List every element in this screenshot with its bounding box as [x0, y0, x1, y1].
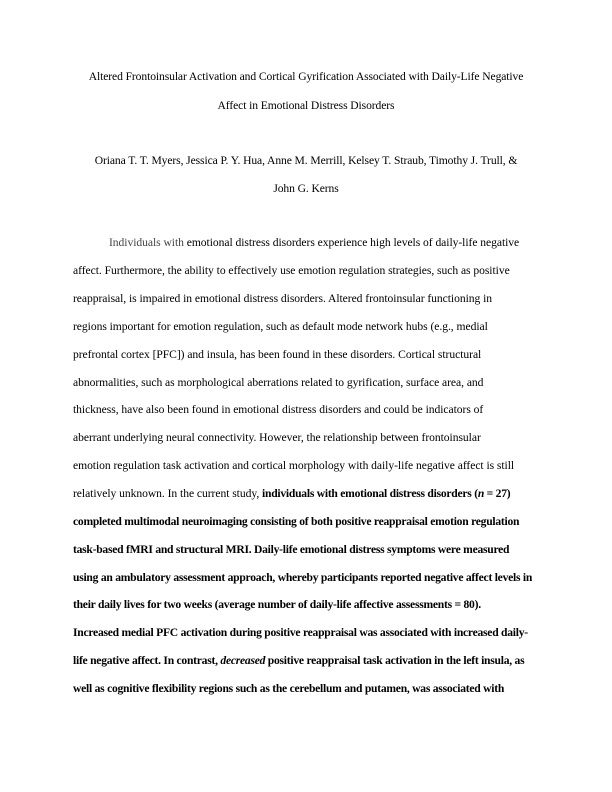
abstract-line-16: [73, 654, 524, 667]
abstract-line-9: emotion regulation task activation and cortical morphology with daily-life negative affect is still: [73, 459, 515, 472]
abstract-text: Individuals with: [109, 236, 184, 249]
abstract-line-12: task-based fMRI and structural MRI. Daily-life emotional distress symptoms were measured: [73, 543, 510, 556]
paper-title-line-2: Affect in Emotional Distress Disorders: [217, 99, 395, 112]
abstract-text-bold: life negative affect. In contrast,: [73, 654, 221, 667]
abstract-line-14: their daily lives for two weeks (average number of daily-life affective assessments = 80).: [73, 598, 481, 611]
abstract-text-bold: = 27): [484, 487, 511, 500]
abstract-line-17: well as cognitive flexibility regions such as the cerebellum and putamen, was associated with: [73, 682, 505, 695]
author-list-line-1: Oriana T. T. Myers, Jessica P. Y. Hua, Anne M. Merrill, Kelsey T. Straub, Timothy J. Trull, &: [94, 154, 518, 167]
abstract-line-8: aberrant underlying neural connectivity. However, the relationship between frontoinsular: [73, 431, 481, 444]
abstract-line-11: completed multimodal neuroimaging consisting of both positive reappraisal emotion regulation: [73, 515, 520, 528]
abstract-text: relatively unknown. In the current study,: [73, 487, 263, 500]
abstract-line-5: prefrontal cortex [PFC]) and insula, has been found in these disorders. Cortical structural: [73, 348, 482, 361]
abstract-line-7: thickness, have also been found in emotional distress disorders and could be indicators of: [73, 403, 484, 416]
abstract-line-1: [109, 236, 519, 249]
abstract-line-6: abnormalities, such as morphological aberrations related to gyrification, surface area, and: [73, 376, 484, 389]
abstract-line-4: regions important for emotion regulation, such as default mode network hubs (e.g., medial: [73, 320, 488, 333]
paper-title-line-1: Altered Frontoinsular Activation and Cortical Gyrification Associated with Daily-Life Negative: [88, 70, 524, 83]
abstract-line-10: [73, 487, 510, 500]
abstract-line-15: Increased medial PFC activation during positive reappraisal was associated with increased daily-: [73, 626, 528, 639]
abstract-text-bold-italic: decreased: [220, 654, 266, 667]
abstract-line-2: affect. Furthermore, the ability to effectively use emotion regulation strategies, such as positive: [73, 264, 510, 277]
abstract-text: emotional distress disorders experience high levels of daily-life negative: [183, 236, 520, 249]
abstract-line-13: using an ambulatory assessment approach, whereby participants reported negative affect levels in: [73, 571, 533, 584]
abstract-line-3: reappraisal, is impaired in emotional distress disorders. Altered frontoinsular functioning in: [73, 292, 493, 305]
abstract-text-bold: individuals with emotional distress disorders (: [262, 487, 478, 500]
abstract-text-bold: positive reappraisal task activation in the left insula, as: [265, 654, 525, 667]
abstract-text-bold-italic: n: [477, 487, 485, 500]
author-list-line-2: John G. Kerns: [273, 182, 339, 195]
